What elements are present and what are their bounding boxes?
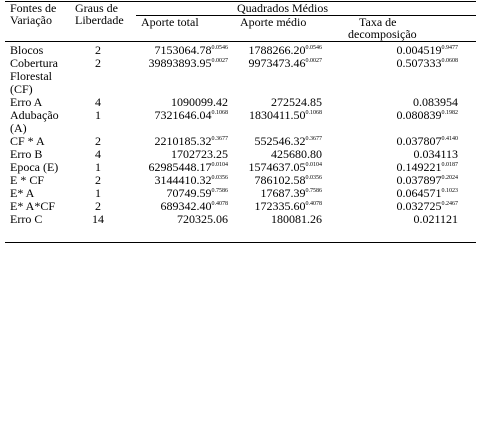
row-aporte-medio [249,109,322,122]
row-aporte-total-value: 3144410.32 [154,173,212,187]
header-group: Quadrados Médios [237,1,328,15]
row-aporte-medio-value: 180081.26 [271,212,322,226]
row-label: Erro B [10,147,43,161]
row-taxa-decomposicao-value: 0.507333 [396,56,442,70]
row-df: 4 [95,147,101,161]
row-aporte-total [155,109,229,122]
row-aporte-medio-pvalue: 0.3677 [305,136,322,142]
row-taxa-decomposicao-pvalue: 0.2467 [441,201,458,207]
row-df: 2 [95,199,101,213]
row-aporte-total-value: 1090099.42 [171,95,228,109]
row-aporte-total-pvalue: 0.0027 [211,58,228,64]
header-source-line1: Fontes de [10,1,57,15]
row-taxa-decomposicao-value: 0.032725 [396,199,442,213]
row-aporte-total-pvalue: 0.1068 [211,110,228,116]
row-aporte-medio-value: 1830411.50 [248,108,306,122]
header-medio: Aporte médio [240,15,307,29]
row-label: E * CF [10,173,45,187]
row-aporte-medio-pvalue: 0.4078 [305,201,322,207]
row-df: 2 [95,56,101,70]
row-aporte-medio [271,213,322,226]
row-aporte-medio-pvalue: 0.7586 [305,188,322,194]
row-taxa-decomposicao-pvalue: 0.1982 [441,110,458,116]
row-aporte-medio [249,57,323,70]
row-taxa-decomposicao-pvalue: 0.0187 [441,162,458,168]
row-aporte-total-pvalue: 0.7586 [211,188,228,194]
row-taxa-decomposicao-pvalue: 0.0608 [441,58,458,64]
header-rule [5,41,476,42]
row-df: 1 [95,108,101,122]
row-taxa-decomposicao-value: 0.149221 [396,160,442,174]
header-df-line1: Graus de [75,1,118,15]
row-taxa-decomposicao-value: 0.083954 [413,95,458,109]
row-aporte-total-pvalue: 0.3677 [211,136,228,142]
row-aporte-total [149,57,229,70]
row-taxa-decomposicao-pvalue: 0.1023 [441,188,458,194]
row-taxa-decomposicao-pvalue: 0.4140 [441,136,458,142]
row-aporte-total-value: 7153064.78 [154,43,212,57]
row-aporte-total-value: 689342.40 [160,199,212,213]
row-df: 2 [95,134,101,148]
row-label: Adubação [10,108,59,122]
row-aporte-total-value: 720325.06 [177,212,228,226]
row-taxa-decomposicao-value: 0.004519 [396,43,442,57]
row-aporte-total-value: 1702723.25 [171,147,228,161]
row-taxa-decomposicao-value: 0.037807 [396,134,442,148]
row-aporte-total-value: 7321646.04 [154,108,212,122]
header-taxa-line1: Taxa de [359,15,397,29]
row-label: Erro C [10,212,43,226]
row-taxa-decomposicao-pvalue: 0.9477 [441,45,458,51]
row-df: 1 [95,186,101,200]
header-source-line2: Variação [10,13,52,27]
row-label: (CF) [10,82,33,96]
row-aporte-medio-value: 1574637.05 [248,160,306,174]
row-aporte-total-value: 39893893.95 [148,56,212,70]
header-total: Aporte total [141,15,199,29]
header-taxa-line2: decomposição [348,27,417,41]
row-taxa-decomposicao-pvalue: 0.2024 [441,175,458,181]
row-label: CF * A [10,134,45,148]
row-aporte-total-value: 70749.59 [166,186,212,200]
row-aporte-medio-pvalue: 0.0027 [305,58,322,64]
row-label: (A) [10,121,27,135]
row-aporte-total-pvalue: 0.4078 [211,201,228,207]
row-df: 1 [95,160,101,174]
row-label: Florestal [10,69,52,83]
row-taxa-decomposicao-value: 0.080839 [396,108,442,122]
row-aporte-total [177,213,228,226]
row-aporte-medio-value: 272524.85 [271,95,322,109]
row-taxa-decomposicao [413,213,458,226]
row-aporte-medio-pvalue: 0.1068 [305,110,322,116]
row-aporte-total-pvalue: 0.0546 [211,45,228,51]
row-label: Blocos [10,43,44,57]
row-label: E* A*CF [10,199,56,213]
row-df: 4 [95,95,101,109]
row-label: E* A [10,186,35,200]
row-taxa-decomposicao-value: 0.037897 [396,173,442,187]
row-aporte-total-value: 62985448.17 [148,160,212,174]
row-label: Cobertura [10,56,58,70]
row-aporte-medio-value: 1788266.20 [248,43,306,57]
row-taxa-decomposicao [397,109,459,122]
row-aporte-medio-pvalue: 0.0356 [305,175,322,181]
row-aporte-medio-value: 172335.60 [254,199,306,213]
header-df-line2: Liberdade [75,13,124,27]
row-df: 2 [95,43,101,57]
row-aporte-medio-value: 9973473.46 [248,56,306,70]
row-aporte-medio-pvalue: 0.0104 [305,162,322,168]
row-aporte-total-value: 2210185.32 [154,134,212,148]
row-df: 2 [95,173,101,187]
row-aporte-medio-pvalue: 0.0546 [305,45,322,51]
row-taxa-decomposicao-value: 0.064571 [396,186,442,200]
row-aporte-medio-value: 786102.58 [254,173,306,187]
row-aporte-total-pvalue: 0.0104 [211,162,228,168]
row-taxa-decomposicao-value: 0.034113 [413,147,458,161]
row-aporte-medio-value: 552546.32 [254,134,306,148]
bottom-rule [5,242,476,243]
row-taxa-decomposicao-value: 0.021121 [413,212,458,226]
row-label: Erro A [10,95,43,109]
row-aporte-total-pvalue: 0.0356 [211,175,228,181]
row-aporte-medio-value: 425680.80 [271,147,322,161]
row-taxa-decomposicao [397,57,459,70]
row-aporte-medio-value: 17687.39 [260,186,306,200]
row-df: 14 [92,212,104,226]
row-label: Epoca (E) [10,160,59,174]
